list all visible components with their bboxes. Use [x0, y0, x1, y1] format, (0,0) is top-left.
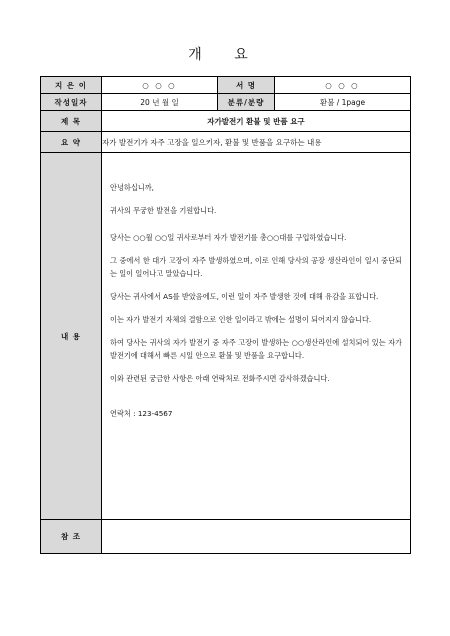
summary-form-table [40, 76, 411, 554]
content-paragraph: 이와 관련된 궁금한 사항은 아래 연락처로 전화주시면 감사하겠습니다. [110, 374, 330, 383]
date-row [41, 94, 411, 111]
content-greeting: 안녕하십니까, [110, 183, 154, 192]
content-paragraph: 이는 자가 발전기 자체의 결함으로 인한 일이라고 밖에는 설명이 되어지지 않습니다. [110, 315, 372, 324]
content-paragraph: 귀사의 무궁한 발전을 기원합니다. [110, 206, 217, 215]
signature-value: ○ ○ ○ [275, 77, 411, 94]
summary-label: 요 약 [41, 132, 102, 153]
content-paragraph: 그 중에서 한 대가 고장이 자주 발생하였으며, 이로 인해 당사의 공장 생산라인이 일시 중단되는 일이 일어나고 말았습니다. [110, 256, 402, 278]
author-value: ○ ○ ○ [102, 77, 218, 94]
content-paragraph: 당사는 ○○월 ○○일 귀사로부터 자가 발전기를 총○○대를 구입하였습니다. [110, 233, 347, 242]
content-label: 내 용 [41, 153, 102, 520]
content-paragraph: 당사는 귀사에서 AS를 받았음에도, 이런 일이 자주 발생한 것에 대해 유감을 표합니다. [110, 292, 379, 301]
content-cell [102, 153, 411, 520]
content-body [102, 153, 410, 519]
title-row [41, 111, 411, 132]
document-title: 자가발전기 환불 및 반품 요구 [102, 111, 411, 132]
content-row [41, 153, 411, 520]
date-value: 20 년 월 일 [102, 94, 218, 111]
author-row [41, 77, 411, 94]
contact-line: 연락처 : 123-4567 [110, 409, 173, 418]
reference-value [102, 520, 411, 554]
summary-value: 자가 발전기가 자주 고장을 일으키자, 환불 및 반품을 요구하는 내용 [102, 132, 411, 153]
summary-row [41, 132, 411, 153]
page-title: 개 요 [188, 47, 262, 63]
author-label: 지 은 이 [41, 77, 102, 94]
signature-label: 서 명 [218, 77, 275, 94]
date-label: 작성일자 [41, 94, 102, 111]
reference-row [41, 520, 411, 554]
content-paragraph: 하여 당사는 귀사의 자가 발전기 중 자주 고장이 발생하는 ○○생산라인에 설치되어 있는 자가 발전기에 대해서 빠른 시일 안으로 환불 및 반품을 요구합니다. [110, 338, 402, 360]
reference-label: 참 조 [41, 520, 102, 554]
category-value: 환불 / 1page [275, 94, 411, 111]
title-label: 제 목 [41, 111, 102, 132]
category-label: 분류/분량 [218, 94, 275, 111]
